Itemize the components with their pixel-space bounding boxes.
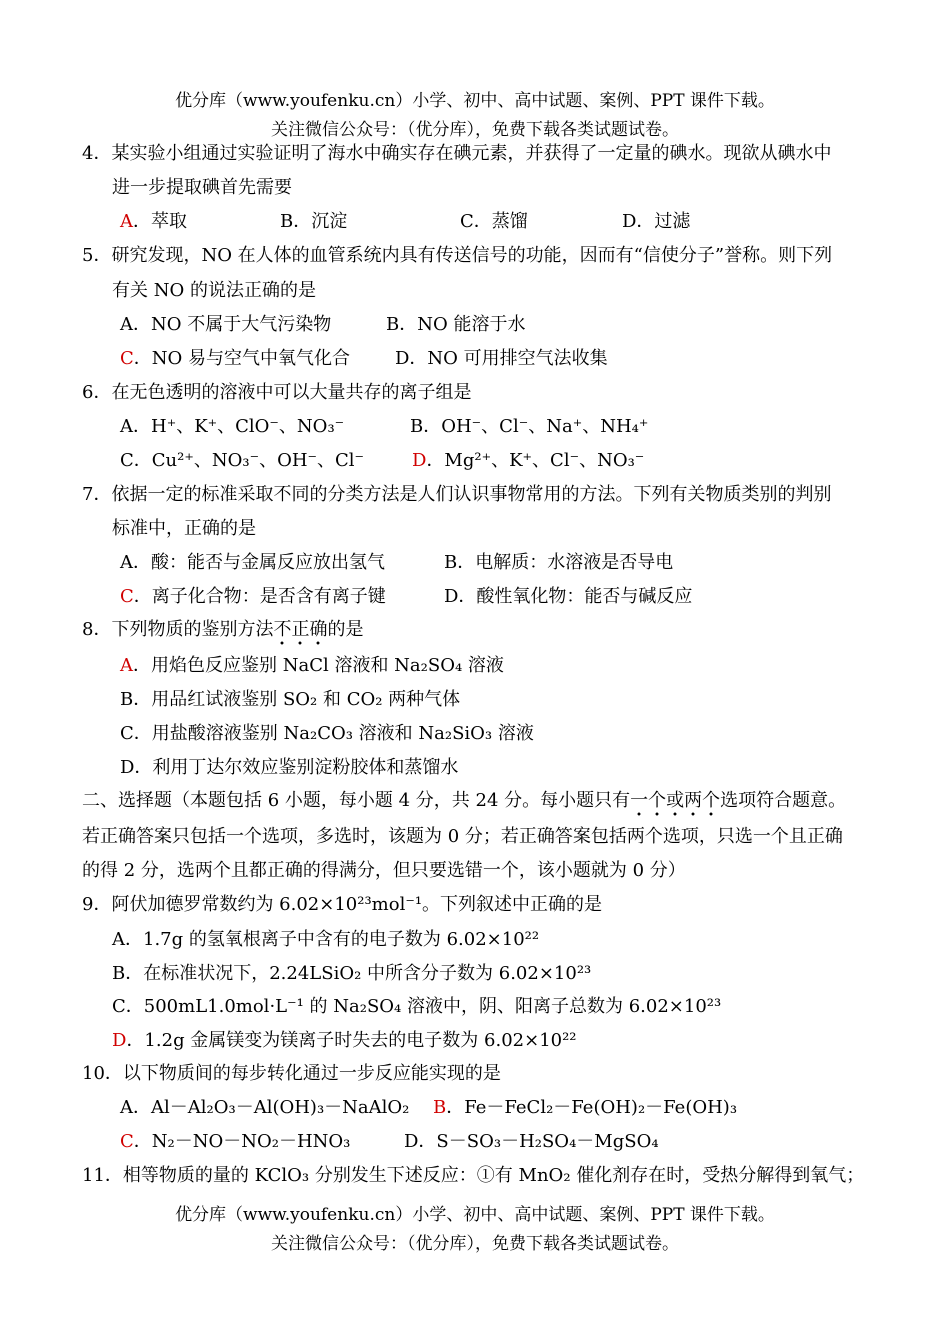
q6-option-d xyxy=(412,449,644,473)
q11-stem: 11．相等物质的量的 KClO₃ 分别发生下述反应：①有 MnO₂ 催化剂存在时，受热分解得到氧气； xyxy=(82,1165,865,1186)
q7-option-d: D．酸性氧化物：能否与碱反应 xyxy=(444,586,693,607)
q9-stem: 9．阿伏加德罗常数约为 6.02×10²³mol⁻¹。下列叙述中正确的是 xyxy=(82,894,603,915)
q9-option-d-text: ．1.2g 金属镁变为镁离子时失去的电子数为 6.02×10²² xyxy=(126,1030,577,1051)
q8-option-a xyxy=(120,654,504,678)
q4-stem-1: 4．某实验小组通过实验证明了海水中确实存在碘元素，并获得了一定量的碘水。现欲从碘水中 xyxy=(82,143,832,164)
q4-option-a-text: ．萃取 xyxy=(133,211,187,232)
q7-stem-1: 7．依据一定的标准采取不同的分类方法是人们认识事物常用的方法。下列有关物质类别的判别 xyxy=(82,484,832,505)
q10-answer-letter-b: B xyxy=(433,1097,447,1118)
q4-option-b: B．沉淀 xyxy=(280,211,348,232)
header-line-1: 优分库（www.youfenku.cn）小学、初中、高中试题、案例、PPT 课件下载。 xyxy=(175,91,775,111)
section2-line-1-post: 选项符合题意。 xyxy=(720,790,847,811)
q9-option-c: C．500mL1.0mol·L⁻¹ 的 Na₂SO₄ 溶液中，阴、阳离子总数为 6.02×10²³ xyxy=(112,996,722,1017)
q8-option-c: C．用盐酸溶液鉴别 Na₂CO₃ 溶液和 Na₂SiO₃ 溶液 xyxy=(120,723,534,744)
section2-line-3: 的得 2 分，选两个且都正确的得满分，但只要选错一个，该小题就为 0 分） xyxy=(82,860,686,881)
q9-option-b: B．在标准状况下，2.24LSiO₂ 中所含分子数为 6.02×10²³ xyxy=(112,963,592,984)
section2-line-1-pre: 二、选择题（本题包括 6 小题，每小题 4 分，共 24 分。每小题只有 xyxy=(82,790,631,811)
q8-stem-pre: 8．下列物质的鉴别方法 xyxy=(82,619,274,640)
q6-option-a: A．H⁺、K⁺、ClO⁻、NO₃⁻ xyxy=(120,416,345,437)
header-line-2: 关注微信公众号：（优分库），免费下载各类试题试卷。 xyxy=(271,120,679,140)
q10-option-c-text: ．N₂－NO－NO₂－HNO₃ xyxy=(133,1131,351,1152)
q6-option-b: B．OH⁻、Cl⁻、Na⁺、NH₄⁺ xyxy=(410,416,649,437)
q5-answer-letter-c: C xyxy=(120,348,134,369)
q4-answer-letter-a: A xyxy=(120,211,133,232)
q4-option-a xyxy=(120,210,187,234)
q9-answer-letter-d: D xyxy=(112,1030,127,1051)
q4-option-d: D．过滤 xyxy=(622,211,691,232)
q5-option-c xyxy=(120,347,350,371)
q6-answer-letter-d: D xyxy=(412,450,427,471)
section2-emphasis: 一个或两个 xyxy=(630,790,720,817)
q7-option-a: A．酸：能否与金属反应放出氢气 xyxy=(120,552,385,573)
q9-option-d xyxy=(112,1029,577,1053)
footer-line-1: 优分库（www.youfenku.cn）小学、初中、高中试题、案例、PPT 课件下载。 xyxy=(175,1205,775,1225)
q8-answer-letter-a: A xyxy=(120,655,133,676)
q10-answer-letter-c: C xyxy=(120,1131,134,1152)
q7-option-b: B．电解质：水溶液是否导电 xyxy=(444,552,674,573)
q5-option-a: A．NO 不属于大气污染物 xyxy=(120,314,332,335)
q5-option-d: D．NO 可用排空气法收集 xyxy=(395,348,608,369)
section2-line-2: 若正确答案只包括一个选项，多选时，该题为 0 分；若正确答案包括两个选项，只选一个且正确 xyxy=(82,826,843,847)
q7-stem-2: 标准中，正确的是 xyxy=(112,518,256,539)
q9-option-a: A．1.7g 的氢氧根离子中含有的电子数为 6.02×10²² xyxy=(112,929,540,950)
q7-option-c xyxy=(120,585,386,609)
q8-option-a-text: ．用焰色反应鉴别 NaCl 溶液和 Na₂SO₄ 溶液 xyxy=(133,655,504,676)
q8-stem-emphasis: 不正确 xyxy=(273,619,327,646)
q10-option-b xyxy=(433,1096,737,1120)
q10-option-c xyxy=(120,1130,350,1154)
section2-line-1 xyxy=(82,789,846,813)
q7-answer-letter-c: C xyxy=(120,586,134,607)
q8-option-b: B．用品红试液鉴别 SO₂ 和 CO₂ 两种气体 xyxy=(120,689,461,710)
q8-stem-post: 的是 xyxy=(327,619,364,640)
q5-option-c-text: ．NO 易与空气中氧气化合 xyxy=(133,348,351,369)
q10-option-a: A．Al－Al₂O₃－Al(OH)₃－NaAlO₂ xyxy=(120,1097,410,1118)
q5-stem-1: 5．研究发现，NO 在人体的血管系统内具有传送信号的功能，因而有“信使分子”誉称。则下列 xyxy=(82,245,833,266)
q4-option-c: C．蒸馏 xyxy=(460,211,528,232)
q6-option-d-text: ．Mg²⁺、K⁺、Cl⁻、NO₃⁻ xyxy=(426,450,645,471)
footer-line-2: 关注微信公众号：（优分库），免费下载各类试题试卷。 xyxy=(271,1234,679,1254)
q5-stem-2: 有关 NO 的说法正确的是 xyxy=(112,280,316,301)
q8-option-d: D．利用丁达尔效应鉴别淀粉胶体和蒸馏水 xyxy=(120,757,459,778)
q10-option-d: D．S－SO₃－H₂SO₄－MgSO₄ xyxy=(404,1131,659,1152)
q4-stem-2: 进一步提取碘首先需要 xyxy=(112,177,292,198)
q6-option-c: C．Cu²⁺、NO₃⁻、OH⁻、Cl⁻ xyxy=(120,450,365,471)
q6-stem: 6．在无色透明的溶液中可以大量共存的离子组是 xyxy=(82,382,472,403)
q8-stem xyxy=(82,618,363,642)
q10-stem: 10．以下物质间的每步转化通过一步反应能实现的是 xyxy=(82,1063,501,1084)
q7-option-c-text: ．离子化合物：是否含有离子键 xyxy=(133,586,386,607)
q5-option-b: B．NO 能溶于水 xyxy=(386,314,526,335)
q10-option-b-text: ．Fe－FeCl₂－Fe(OH)₂－Fe(OH)₃ xyxy=(446,1097,738,1118)
